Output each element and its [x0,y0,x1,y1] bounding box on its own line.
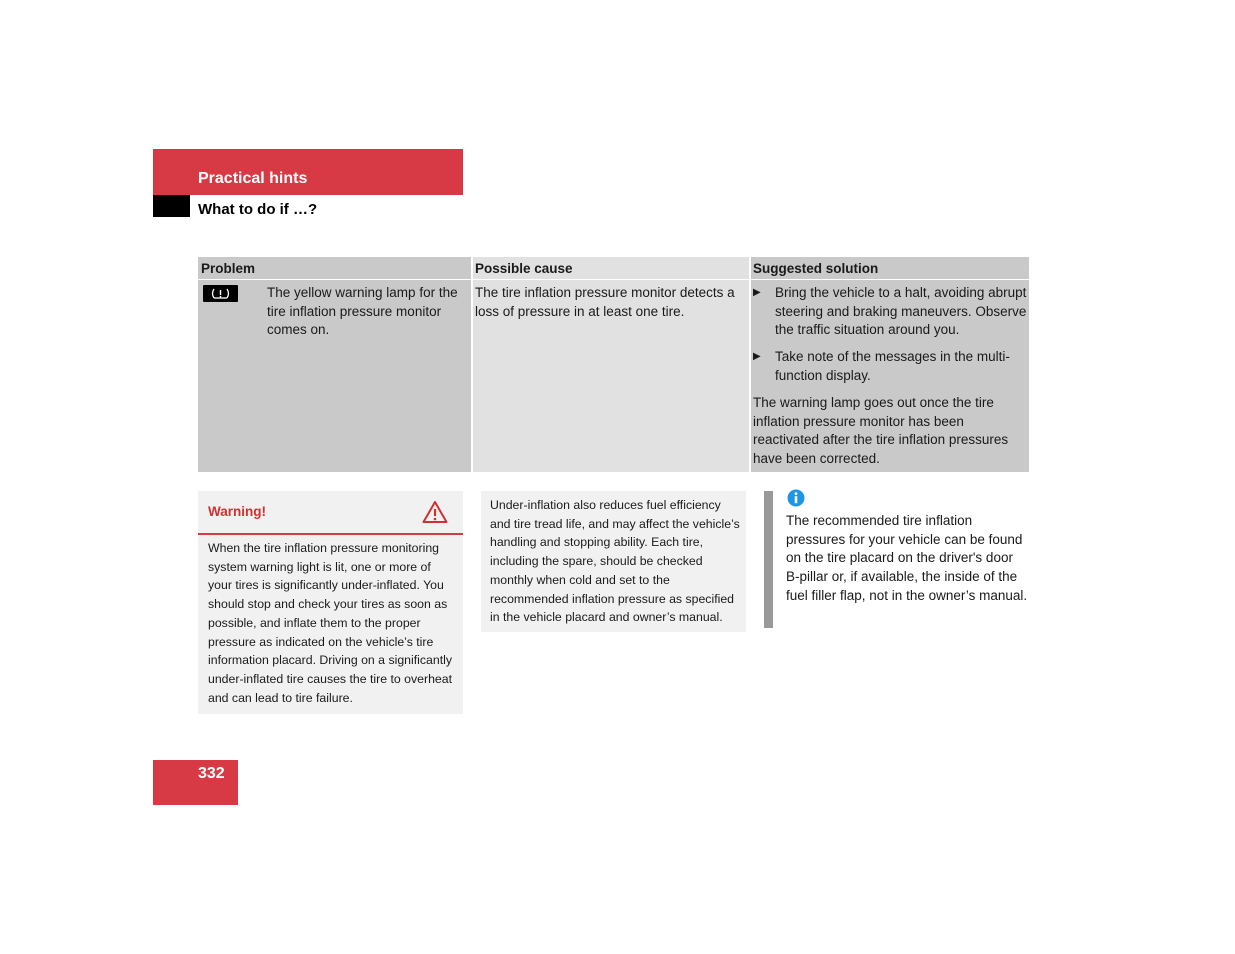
page-number-box [153,760,238,805]
warning-continued-box [481,491,746,632]
section-title: Practical hints [198,170,308,187]
cause-column-header: Possible cause [472,257,750,280]
info-side-bar [764,491,773,628]
bullet-arrow-icon: ▶ [753,287,761,298]
problem-column [198,257,472,472]
info-text: The recommended tire inflation pressures for your vehicle can be found on the tire placard on the driver's door B-pillar or, if available, the inside of the fuel filler flap, not in the owner’s manual. [786,513,1028,603]
solution-step-text: Take note of the messages in the multi-function display. [775,349,1010,383]
bullet-arrow-icon: ▶ [753,351,761,362]
solution-note: The warning lamp goes out once the tire inflation pressure monitor has been reactivated after the tire inflation pressures have been corrected. [753,395,1009,467]
warning-box [198,491,463,714]
warning-triangle-icon [422,500,448,524]
solution-column-header: Suggested solution [750,257,1029,280]
solution-column [750,257,1029,472]
warning-text: When the tire inflation pressure monitoring system warning light is lit, one or more of your tires is significantly under-inflated. You should stop and check your tires as soon as possible, and inflate them to the proper pressure as indicated on the vehicle’s tire information placard. Driving on a significantly under-inflated tire causes the tire to overheat and can lead to tire failure. [208,541,453,705]
warning-header [198,491,463,535]
column-divider [471,257,473,472]
cause-column [472,257,750,472]
troubleshooting-table [198,257,1029,472]
warning-title: Warning! [208,504,266,519]
section-tab-marker [153,195,190,217]
problem-description: The yellow warning lamp for the tire inflation pressure monitor comes on. [267,285,458,338]
info-icon [787,489,805,507]
column-divider [749,257,751,472]
page-number: 332 [198,765,225,782]
cause-description: The tire inflation pressure monitor detects a loss of pressure in at least one tire. [475,285,735,319]
warning-continued-text: Under-inflation also reduces fuel efficiency and tire tread life, and may affect the vehicle’s handling and stopping ability. Each tire, including the spare, should be checked monthly when cold and set to the recommended inflation pressure as specified in the vehicle placard and owner’s manual. [490,498,740,625]
solution-step-text: Bring the vehicle to a halt, avoiding abrupt steering and braking maneuvers. Observe the traffic situation around you. [775,285,1027,338]
problem-column-header: Problem [198,257,472,280]
tire-pressure-warning-lamp-icon [203,285,238,302]
page-subtitle: What to do if …? [198,201,318,218]
section-header-bar [153,149,463,195]
